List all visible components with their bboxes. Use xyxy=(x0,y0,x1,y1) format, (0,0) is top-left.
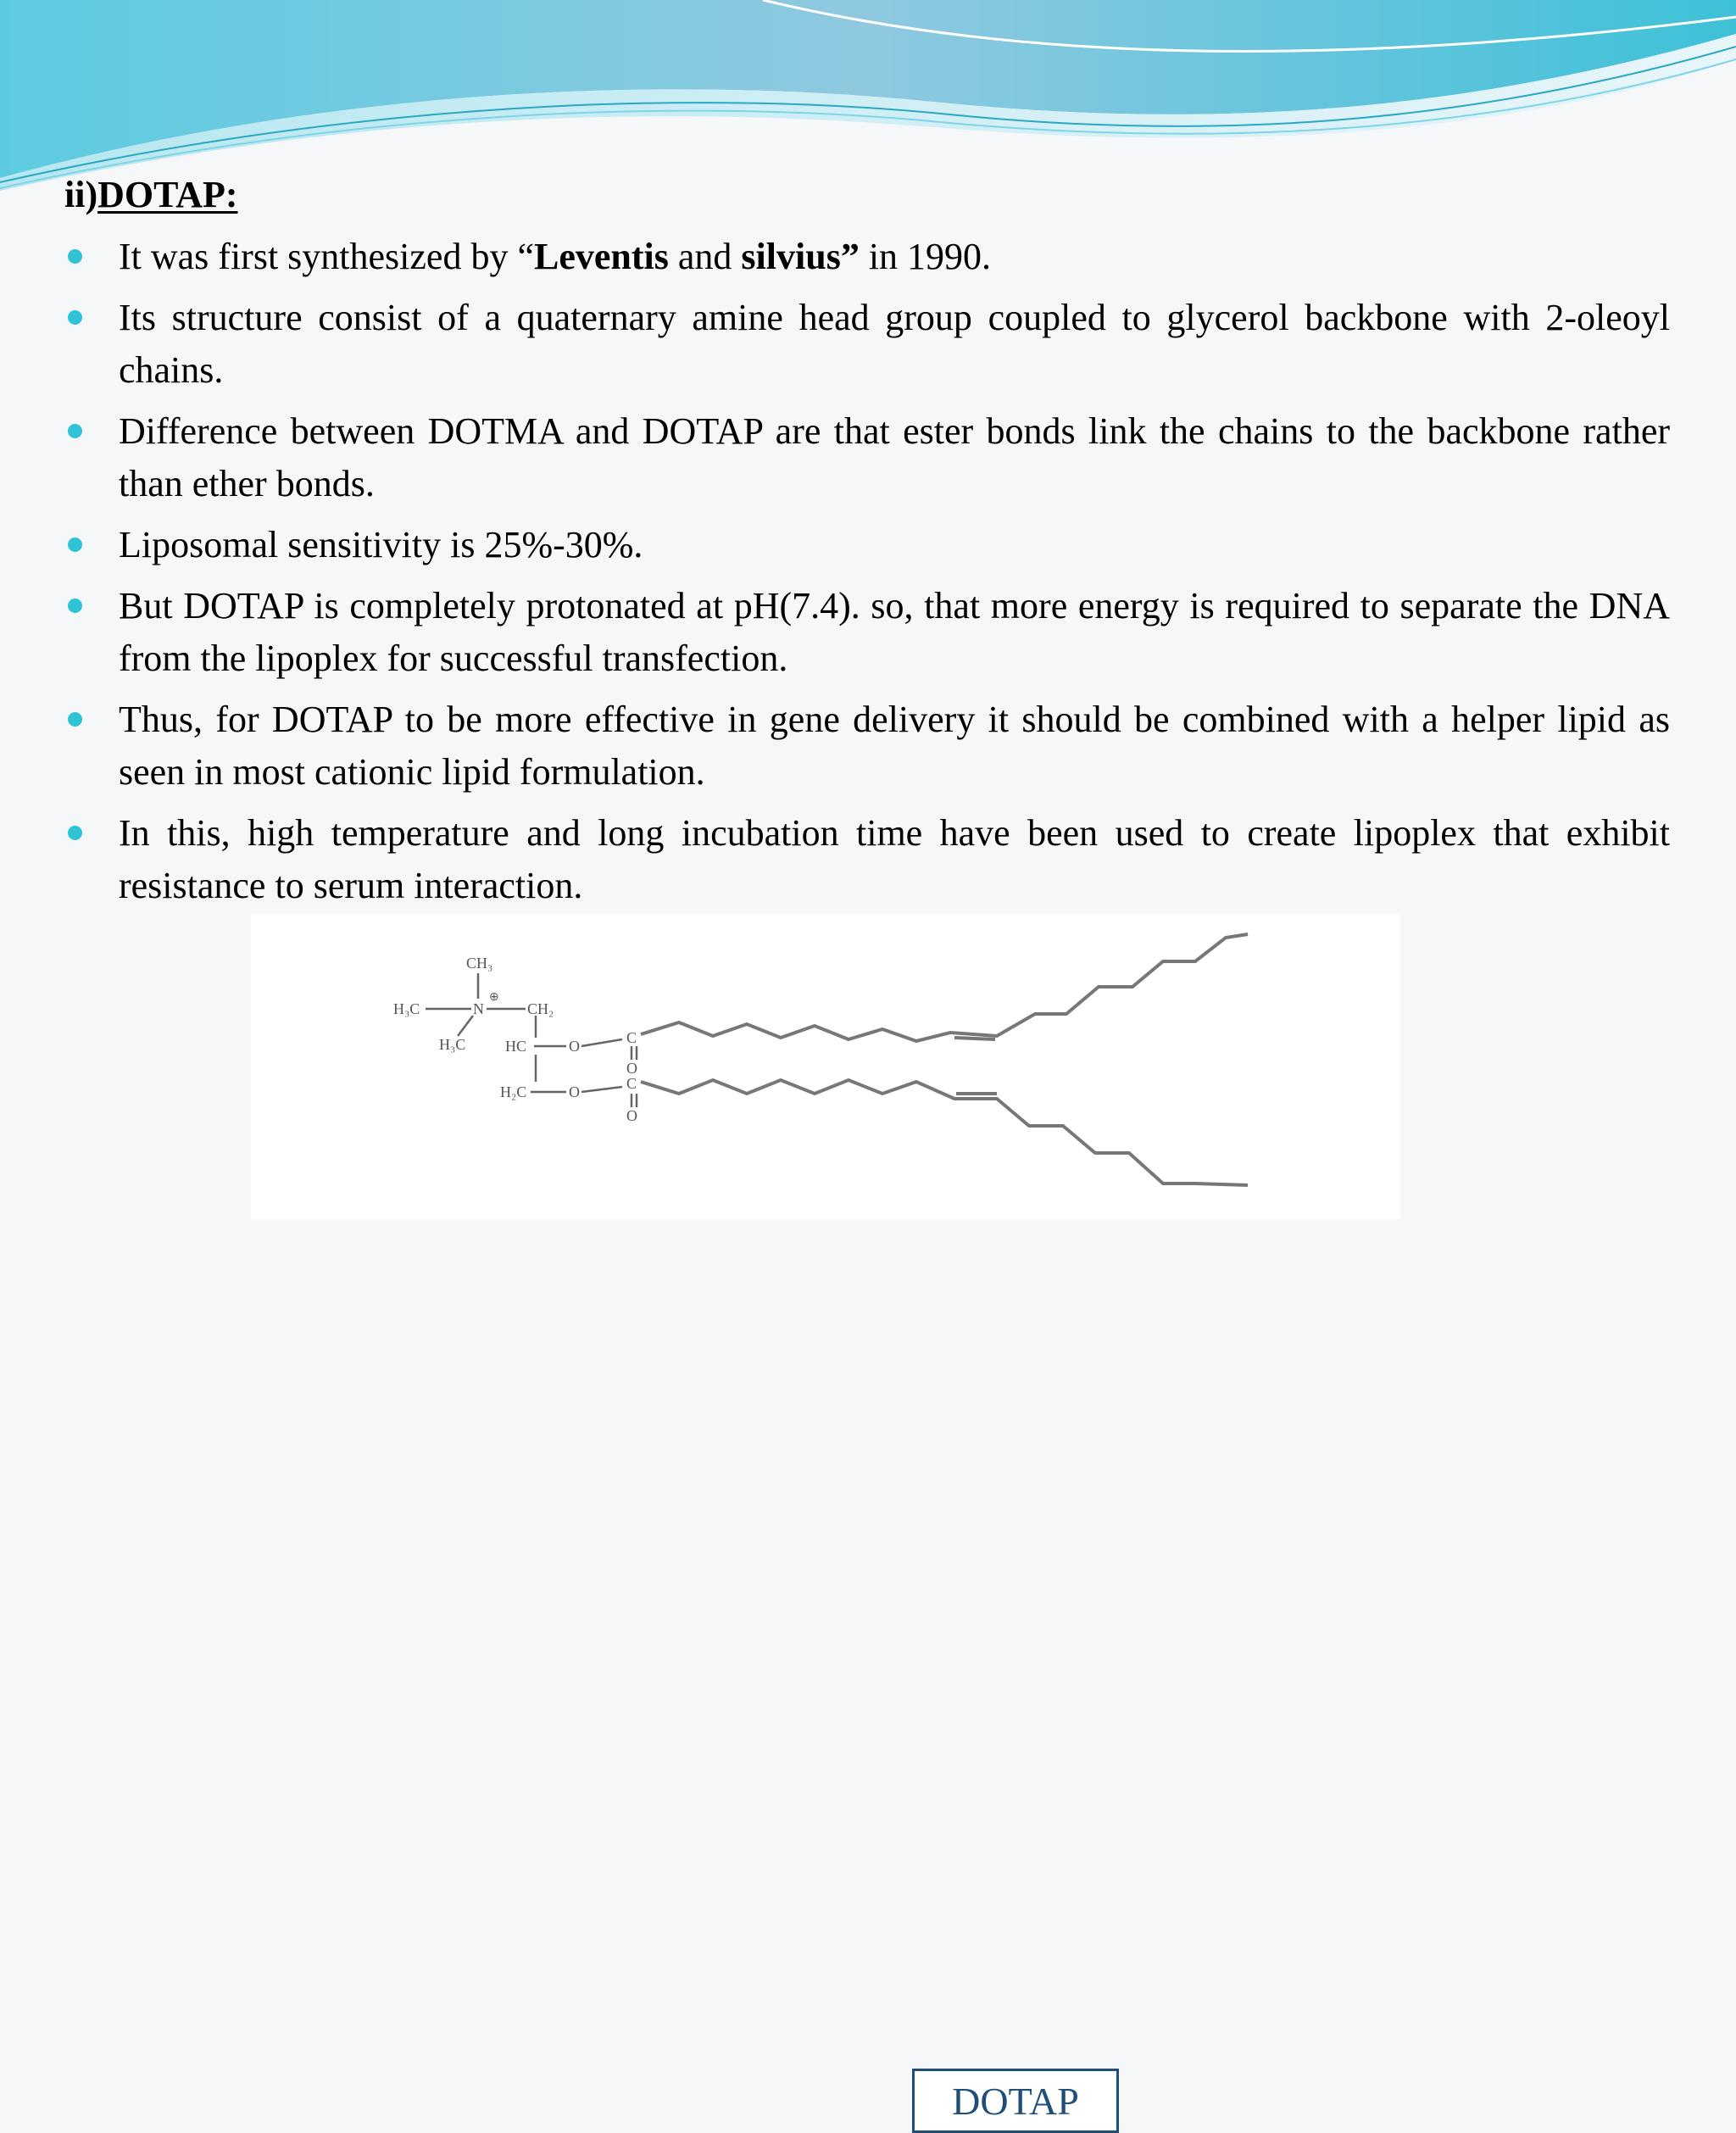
label-c2: C xyxy=(626,1075,637,1092)
bullet-text: Its structure consist of a quaternary amine head group coupled to glycerol backbone with 2-oleoyl chains. xyxy=(119,297,1670,391)
bullet-dot-icon xyxy=(68,310,82,325)
bullet-item xyxy=(59,580,1670,685)
author-name-silvius: silvius” xyxy=(741,236,860,277)
figure-caption: DOTAP xyxy=(912,2069,1119,2133)
label-n: N xyxy=(473,1000,484,1017)
bullet-text: In this, high temperature and long incubation time have been used to create lipoplex that exhibit resistance to serum interaction. xyxy=(119,812,1670,906)
title-main: DOTAP: xyxy=(97,174,238,215)
label-h3c-bottom: H₃C xyxy=(439,1036,466,1053)
bullet-text: Thus, for DOTAP to be more effective in gene delivery it should be combined with a helper lipid as seen in most cationic lipid formulation. xyxy=(119,699,1670,793)
label-o-eq2: O xyxy=(626,1107,637,1124)
bullet-dot-icon xyxy=(68,537,82,552)
bullet-list xyxy=(59,231,1670,921)
label-c1: C xyxy=(626,1029,637,1046)
slide-title xyxy=(64,173,238,217)
bullet-item xyxy=(59,405,1670,510)
bullet-dot-icon xyxy=(68,599,82,613)
dotap-structure-figure xyxy=(251,914,1400,2123)
label-o2: O xyxy=(569,1083,580,1100)
oleoyl-chains xyxy=(641,934,1248,1185)
label-hc: HC xyxy=(505,1038,527,1055)
bullet-dot-icon xyxy=(68,826,82,840)
bullet-dot-icon xyxy=(68,249,82,264)
bullet-dot-icon xyxy=(68,424,82,438)
bullet-item xyxy=(59,519,1670,571)
label-o1: O xyxy=(569,1038,580,1055)
bullet-text-part: in 1990. xyxy=(859,236,992,277)
bullet-text: Liposomal sensitivity is 25%-30%. xyxy=(119,524,643,565)
label-o-eq1: O xyxy=(626,1060,637,1077)
bullet-dot-icon xyxy=(68,712,82,727)
bullet-text xyxy=(119,231,1670,283)
label-ch3-top: CH₃ xyxy=(466,955,493,972)
bullet-text: But DOTAP is completely protonated at pH(7.4). so, that more energy is required to separate the DNA from the lipoplex for successful transfection. xyxy=(119,585,1670,679)
dotap-structure-diagram xyxy=(251,914,1400,1219)
label-h2c: H₂C xyxy=(500,1083,527,1100)
bullet-item xyxy=(59,231,1670,283)
bullet-text-part: It was first synthesized by “ xyxy=(119,236,534,277)
author-name-leventis: Leventis xyxy=(534,236,669,277)
bullet-item xyxy=(59,693,1670,799)
title-prefix: ii) xyxy=(64,174,98,215)
bullet-item xyxy=(59,807,1670,912)
bullet-item xyxy=(59,292,1670,397)
label-ch2: CH₂ xyxy=(527,1000,554,1017)
header-wave-banner xyxy=(0,0,1736,203)
bullet-text: Difference between DOTMA and DOTAP are that ester bonds link the chains to the backbone rather than ether bonds. xyxy=(119,410,1670,504)
bullet-text-part: and xyxy=(668,236,742,277)
label-h3c-left: H₃C xyxy=(393,1000,420,1017)
label-charge: ⊕ xyxy=(489,991,499,1004)
